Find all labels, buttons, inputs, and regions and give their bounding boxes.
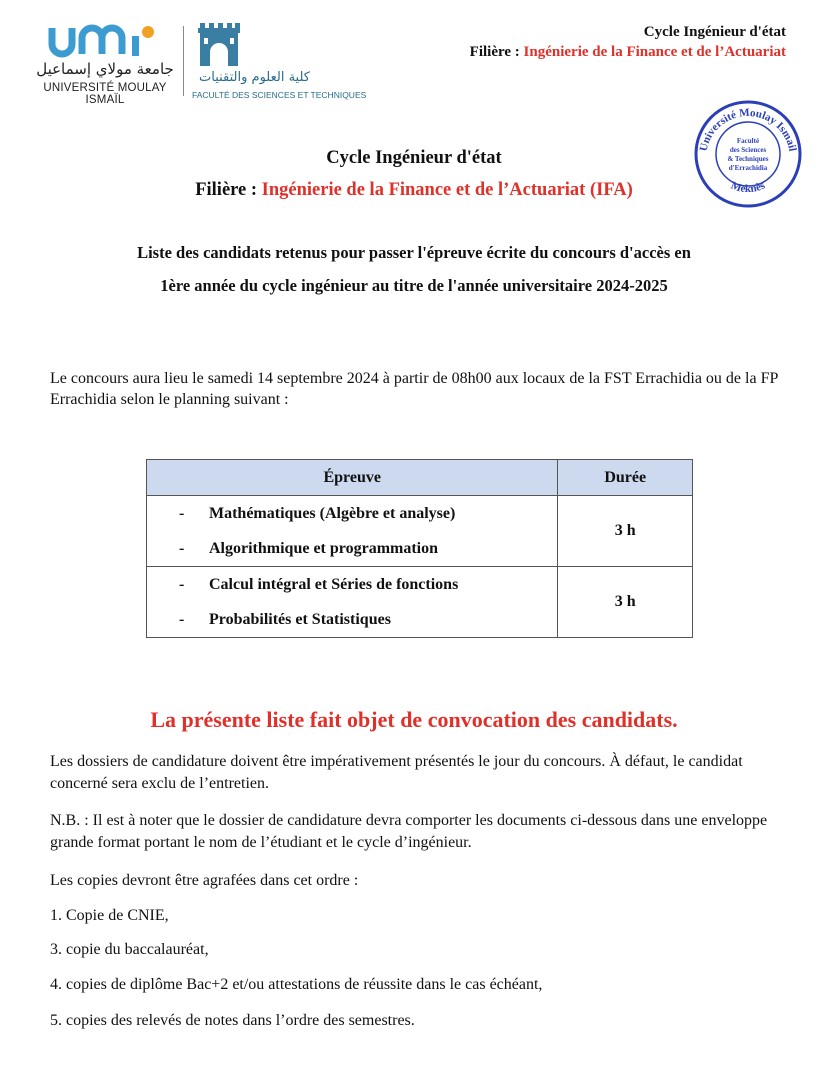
list-item: 3. copie du baccalauréat, <box>50 941 209 958</box>
subject-label: Probabilités et Statistiques <box>209 611 391 628</box>
header-filiere <box>470 42 786 62</box>
bullet-dash: - <box>179 540 185 557</box>
subject-label: Algorithmique et programmation <box>209 540 439 557</box>
convocation-notice: La présente liste fait objet de convocation des candidats. <box>150 707 678 732</box>
order-paragraph: Les copies devront être agrafées dans cet ordre : <box>50 872 359 889</box>
header-epreuve: Épreuve <box>147 460 558 496</box>
stamp-center-line2: des Sciences <box>729 146 767 154</box>
title-filiere-label: Filière : <box>195 180 262 200</box>
fst-logo-latin: FACULTÉ DES SCIENCES ET TECHNIQUES <box>192 90 367 100</box>
table-row <box>147 496 693 567</box>
list-item: 5. copies des relevés de notes dans l’ordre des semestres. <box>50 1012 415 1029</box>
list-item: 1. Copie de CNIE, <box>50 907 169 924</box>
subject-item <box>179 531 557 566</box>
umi-logo-mark <box>48 24 160 58</box>
stamp-bottom-text: Meknès <box>729 179 767 196</box>
header-cycle: Cycle Ingénieur d'état <box>643 24 786 40</box>
stamp-center-line1: Faculté <box>736 137 760 145</box>
subtitle-line2: 1ère année du cycle ingénieur au titre de l'année universitaire 2024-2025 <box>160 276 668 295</box>
dossiers-paragraph: Les dossiers de candidature doivent être impérativement présentés le jour du concours. À défaut, le candidat concerné sera exclu de l’entretien. <box>50 753 743 792</box>
logo-divider <box>183 26 184 96</box>
fst-logo-arabic: كلية العلوم والتقنيات <box>199 70 310 85</box>
subject-item <box>179 602 557 637</box>
duration-cell: 3 h <box>558 496 693 567</box>
bullet-dash: - <box>179 611 185 628</box>
fst-logo <box>192 18 367 100</box>
stamp-ring-text: Université Moulay Ismail <box>697 106 799 153</box>
table-row <box>147 567 693 638</box>
subject-item <box>179 496 557 531</box>
page-title <box>0 142 828 206</box>
document-subtitle <box>60 236 768 302</box>
header-filiere-value: Ingénierie de la Finance et de l’Actuariat <box>523 44 786 60</box>
title-filiere-value: Ingénierie de la Finance et de l’Actuariat (IFA) <box>261 180 633 200</box>
umi-logo-arabic: جامعة مولاي إسماعيل <box>36 60 174 78</box>
subject-label: Calcul intégral et Séries de fonctions <box>209 576 459 593</box>
header-filiere-label: Filière : <box>469 44 524 60</box>
header-duree: Durée <box>558 460 693 496</box>
header-program-info <box>470 22 786 62</box>
intro-paragraph: Le concours aura lieu le samedi 14 septembre 2024 à partir de 08h00 aux locaux de la FST Errachidia ou de la FP Errachidia selon le planning suivant : <box>50 370 778 408</box>
subject-label: Mathématiques (Algèbre et analyse) <box>209 505 456 522</box>
title-filiere <box>0 174 828 206</box>
exam-schedule-table <box>146 459 693 638</box>
umi-logo <box>30 20 180 106</box>
subjects-cell <box>147 496 558 567</box>
title-cycle: Cycle Ingénieur d'état <box>326 148 502 168</box>
subjects-cell <box>147 567 558 638</box>
bullet-dash: - <box>179 576 185 593</box>
duration-cell: 3 h <box>558 567 693 638</box>
stamp-center-line4: d'Errachidia <box>728 164 768 172</box>
umi-logo-latin: UNIVERSITÉ MOULAY ISMAÏL <box>43 82 167 106</box>
list-item: 4. copies de diplôme Bac+2 et/ou attestations de réussite dans le cas échéant, <box>50 976 543 993</box>
stamp-center-line3: & Techniques <box>727 155 769 163</box>
table-header-row <box>147 460 693 496</box>
nb-paragraph: N.B. : Il est à noter que le dossier de candidature devra comporter les documents ci-dessous dans une enveloppe grande format portant le nom de l’étudiant et le cycle d’ingénieur. <box>50 812 768 851</box>
fst-gate-icon <box>194 18 244 68</box>
subtitle-line1: Liste des candidats retenus pour passer l'épreuve écrite du concours d'accès en <box>137 243 691 262</box>
subject-item <box>179 567 557 602</box>
bullet-dash: - <box>179 505 185 522</box>
